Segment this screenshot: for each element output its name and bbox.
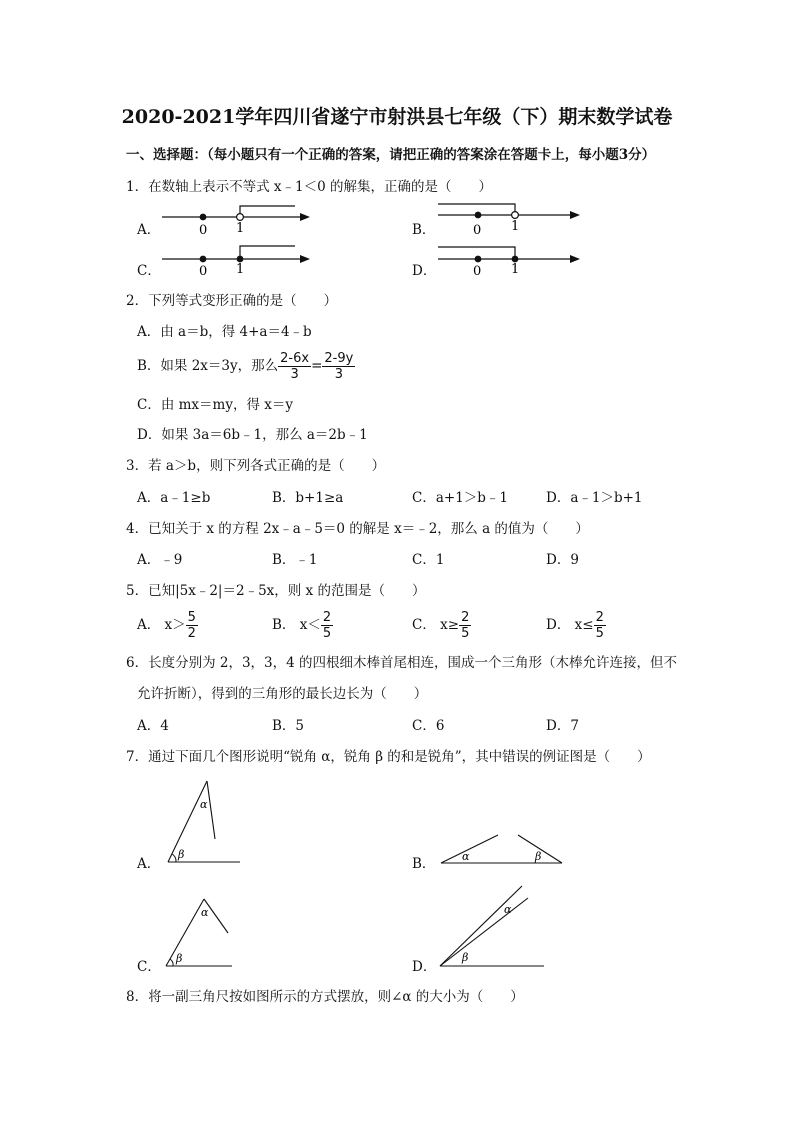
q2-option-b <box>137 349 355 383</box>
q5a-op: ＞ <box>172 617 186 633</box>
q5d-den: 5 <box>595 626 604 641</box>
q2-fraction-1 <box>278 351 311 382</box>
q5d-label: D． <box>546 617 571 633</box>
q1d-tick-1: 1 <box>511 262 520 277</box>
question-4-stem: 4．已知关于 x 的方程 2x﹣a﹣5＝0 的解是 x＝﹣2，那么 a 的值为（ ） <box>126 521 589 537</box>
q5c-num: 2 <box>461 610 470 625</box>
q7d-beta: β <box>462 951 469 964</box>
q1-option-d-label: D． <box>412 263 437 279</box>
q1a-tick-1: 1 <box>236 221 245 236</box>
q7-option-c-label: C． <box>137 959 161 975</box>
q6-option-c: C．6 <box>412 718 445 734</box>
question-1-stem: 1．在数轴上表示不等式 x﹣1＜0 的解集，正确的是（ ） <box>126 179 492 195</box>
q7a-alpha: α <box>200 798 208 811</box>
q4-option-c: C．1 <box>412 552 445 568</box>
q3-option-a: A．a﹣1≥b <box>137 490 211 506</box>
q1b-tick-0: 0 <box>473 223 482 238</box>
q5-option-b <box>272 608 333 642</box>
q1a-tick-0: 0 <box>199 223 208 238</box>
q5a-den: 2 <box>187 626 196 641</box>
q1d-tick-0: 0 <box>473 264 482 279</box>
q5b-num: 2 <box>322 610 332 625</box>
q1-option-b-label: B． <box>412 222 436 238</box>
q1c-tick-1: 1 <box>236 262 245 277</box>
q2-frac1-numerator: 2-6x <box>280 351 310 366</box>
q5-option-d <box>546 608 606 642</box>
q3-option-b: B．b+1≥a <box>272 490 344 506</box>
q1-option-a-label: A． <box>137 222 161 238</box>
q7c-beta: β <box>176 952 183 965</box>
q7d-alpha: α <box>504 903 512 916</box>
q2-option-a: A．由 a＝b，得 4+a＝4﹣b <box>137 324 312 340</box>
q4-option-d: D．9 <box>546 552 579 568</box>
q6-option-d: D．7 <box>546 718 579 734</box>
q5c-den: 5 <box>461 626 470 641</box>
question-8-stem: 8．将一副三角尺按如图所示的方式摆放，则∠α 的大小为（ ） <box>126 989 524 1005</box>
q6-option-b: B．5 <box>272 718 305 734</box>
q5a-fraction <box>186 610 198 641</box>
q7a-beta: β <box>178 848 185 861</box>
q3-option-d: D．a﹣1＞b+1 <box>546 490 643 506</box>
q6-option-a: A．4 <box>137 718 169 734</box>
q5b-var: x <box>299 617 308 633</box>
q5-option-a <box>137 608 198 642</box>
q5d-fraction <box>594 610 606 641</box>
q5b-label: B． <box>272 617 296 633</box>
q1-number-line-a <box>160 198 320 238</box>
q5b-op: ＜ <box>307 617 321 633</box>
q7-figure-d <box>436 883 548 971</box>
q1b-tick-1: 1 <box>511 219 520 234</box>
q2-frac1-denominator: 3 <box>290 367 299 382</box>
q7-option-b-label: B． <box>412 856 436 872</box>
question-3-stem: 3．若 a＞b，则下列各式正确的是（ ） <box>126 458 386 474</box>
q1-option-c-label: C． <box>137 263 161 279</box>
page-title: 2020-2021学年四川省遂宁市射洪县七年级（下）期末数学试卷 <box>121 106 673 128</box>
q7-figure-a <box>160 775 250 870</box>
q7-figure-b <box>436 830 566 870</box>
q4-option-a: A．﹣9 <box>137 552 183 568</box>
question-6-stem-line1: 6．长度分别为 2，3，3，4 的四根细木棒首尾相连，围成一个三角形（木棒允许连接，但不 <box>126 655 678 671</box>
q5d-var: x <box>574 617 583 633</box>
q7b-alpha: α <box>462 850 470 863</box>
q5a-label: A． <box>137 617 161 633</box>
q5b-den: 5 <box>322 626 332 641</box>
q7-figure-c <box>160 893 240 973</box>
q1-number-line-c <box>160 240 320 280</box>
question-2-stem: 2．下列等式变形正确的是（ ） <box>126 293 338 309</box>
q1c-tick-0: 0 <box>199 264 208 279</box>
q7b-beta: β <box>535 850 542 863</box>
q2-fraction-2 <box>322 351 355 382</box>
q2-option-b-text: B．如果 2x＝3y，那么 <box>137 358 279 374</box>
q4-option-b: B．﹣1 <box>272 552 318 568</box>
q5d-op: ≤ <box>582 617 594 633</box>
q5a-num: 5 <box>187 610 196 625</box>
q1-number-line-b <box>436 198 586 238</box>
question-6-stem-line2: 允许折断），得到的三角形的最长边长为（ ） <box>137 686 428 702</box>
q2-option-c: C．由 mx＝my，得 x＝y <box>137 397 293 413</box>
q5c-label: C． <box>412 617 436 633</box>
q5b-fraction <box>321 610 333 641</box>
section-heading: 一、选择题：（每小题只有一个正确的答案，请把正确的答案涂在答题卡上，每小题3分） <box>126 147 656 163</box>
q5d-num: 2 <box>595 610 604 625</box>
q1-number-line-d <box>436 240 586 280</box>
q7-option-d-label: D． <box>412 959 437 975</box>
q5c-op: ≥ <box>447 617 460 633</box>
q5-option-c <box>412 608 471 642</box>
q5c-var: x <box>440 617 448 633</box>
q7c-alpha: α <box>201 906 209 919</box>
q2-frac2-denominator: 3 <box>334 367 343 382</box>
q5a-var: x <box>164 617 173 633</box>
question-5-stem: 5．已知|5x﹣2|＝2﹣5x，则 x 的范围是（ ） <box>126 583 426 599</box>
q7-option-a-label: A． <box>137 856 161 872</box>
q2-frac2-numerator: 2-9y <box>324 351 354 366</box>
q2-equals: = <box>311 358 323 374</box>
question-7-stem: 7．通过下面几个图形说明“锐角 α，锐角 β 的和是锐角”，其中错误的例证图是（ ） <box>126 749 651 765</box>
q2-option-d: D．如果 3a＝6b﹣1，那么 a＝2b﹣1 <box>137 427 368 443</box>
q3-option-c: C．a+1＞b﹣1 <box>412 490 509 506</box>
q5c-fraction <box>459 610 471 641</box>
